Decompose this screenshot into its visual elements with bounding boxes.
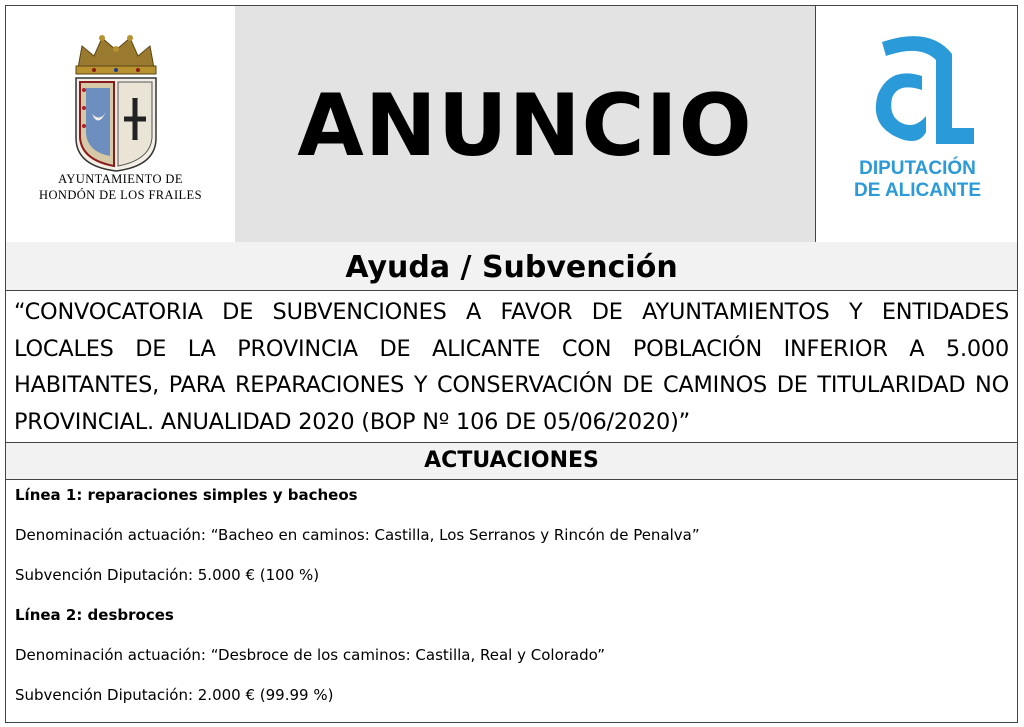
linea1-subvencion: Subvención Diputación: 5.000 € (100 %) (15, 566, 320, 584)
diputacion-logo-icon (860, 32, 980, 152)
title-cell (235, 6, 816, 242)
ayuntamiento-crest-icon (66, 28, 166, 173)
divider (6, 290, 1017, 291)
actuaciones-heading: ACTUACIONES (6, 443, 1017, 479)
ayuntamiento-name-line1: AYUNTAMIENTO DE (58, 172, 183, 186)
diputacion-name-line2: DE ALICANTE (853, 180, 982, 201)
linea2-subvencion: Subvención Diputación: 2.000 € (99.99 %) (15, 686, 334, 704)
linea1-denominacion: Denominación actuación: “Bacheo en caminos: Castilla, Los Serranos y Rincón de Penalva” (15, 526, 700, 544)
divider (6, 479, 1017, 480)
linea2-denominacion: Denominación actuación: “Desbroce de los caminos: Castilla, Real y Colorado” (15, 646, 606, 664)
diputacion-cell (815, 6, 1017, 242)
ayuntamiento-name-line2: HONDÓN DE LOS FRAILES (39, 188, 202, 202)
convocatoria-text: “CONVOCATORIA DE SUBVENCIONES A FAVOR DE AYUNTAMIENTOS Y ENTIDADES LOCALES DE LA PROVINCIA DE ALICANTE CON POBLACIÓN INFERIOR A 5.000 HABITANTES, PARA REPARACIONES Y CONSERVACIÓN DE CAMINOS DE TITULARIDAD NO PROVINCIAL. ANUALIDAD 2020 (BOP Nº 106 DE 05/06/2020)” (14, 299, 1009, 435)
ayuntamiento-cell (6, 6, 236, 242)
announcement-frame (5, 5, 1018, 723)
linea1-title: Línea 1: reparaciones simples y bacheos (15, 486, 358, 504)
header-row (6, 6, 1017, 243)
linea2-title: Línea 2: desbroces (15, 606, 174, 624)
diputacion-name-line1: DIPUTACIÓN (859, 158, 976, 179)
page-title: ANUNCIO (297, 76, 753, 176)
section-title: Ayuda / Subvención (6, 242, 1017, 290)
